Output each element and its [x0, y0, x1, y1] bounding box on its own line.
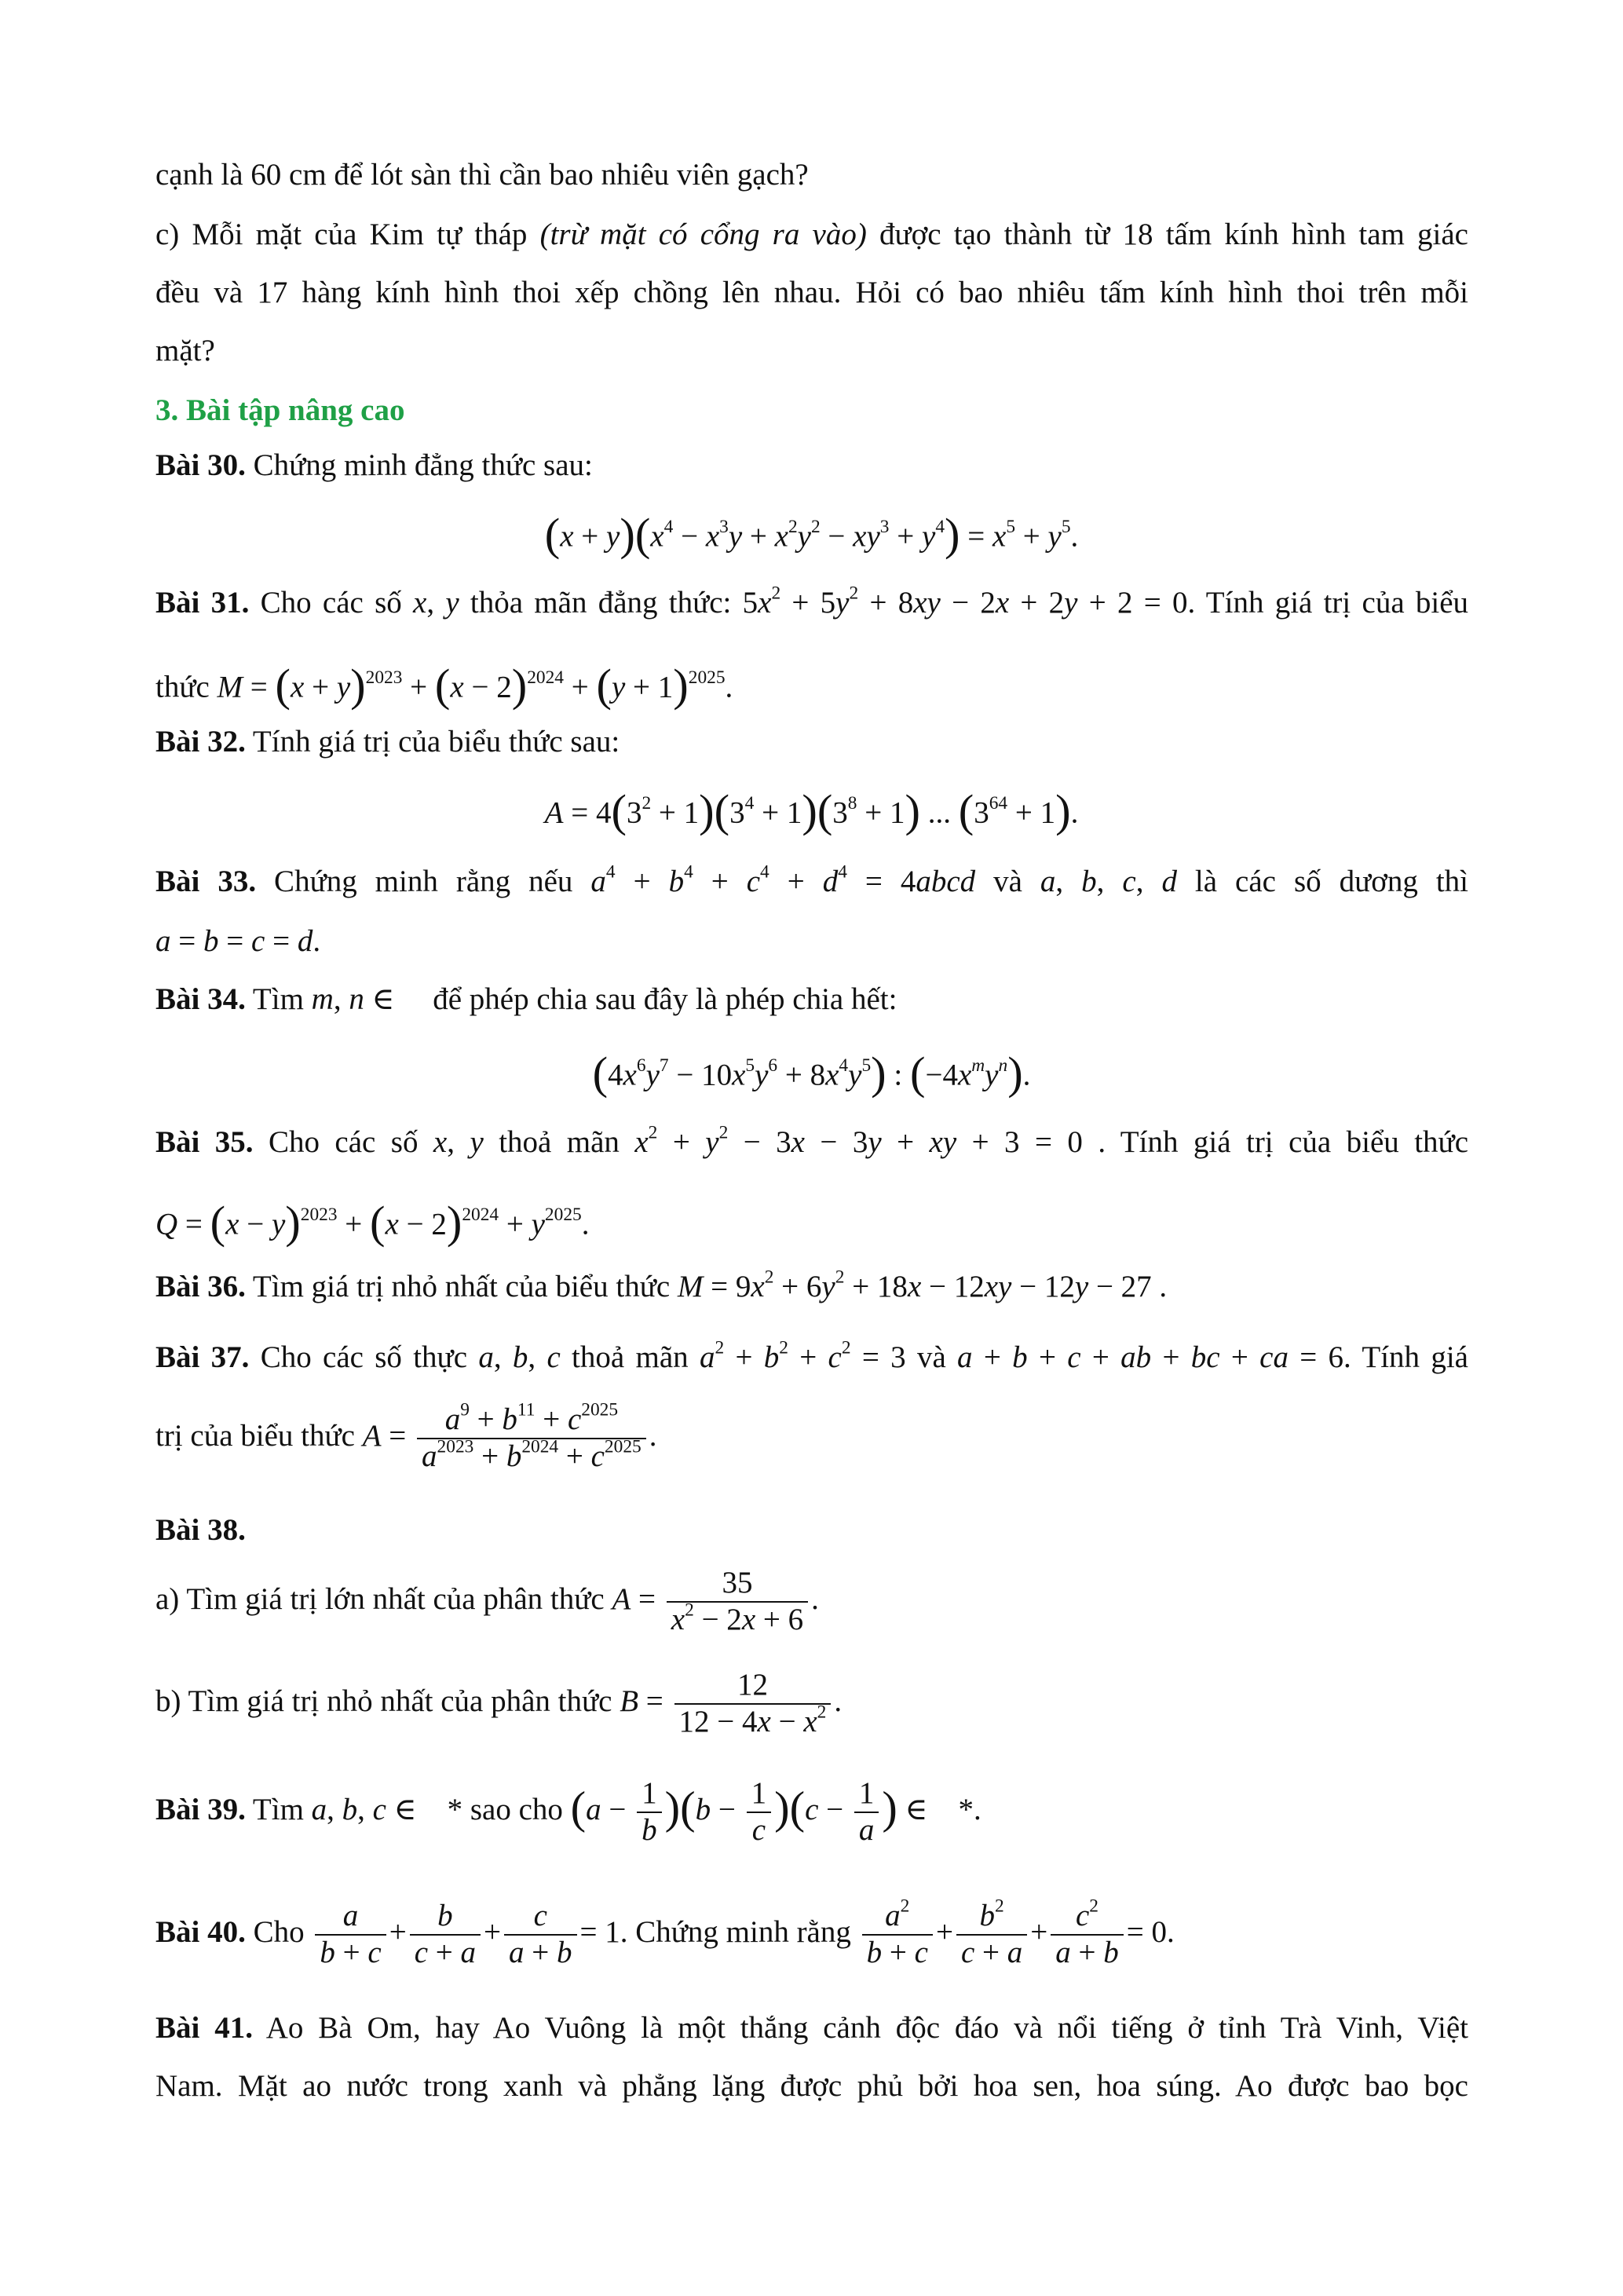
text-line: cạnh là 60 cm để lót sàn thì cần bao nhiêu viên gạch?	[155, 158, 809, 192]
exercise-35: Bài 35. Cho các số x, y thoả mãn $x^2 + y^2 - 3x - 3y$ + xy + 3 = 0 . Tính giá trị của biểu thức	[155, 1122, 1469, 1159]
exercise-41-cont: Nam. Mặt ao nước trong xanh và phẳng lặng được phủ bởi hoa sen, hoa súng. Ao được bao bọc	[155, 2069, 1468, 2103]
exercise-33: Bài 33. Chứng minh rằng nếu $a^4 + b^4 + c^4 + d^4$ = 4abcd và a, b, c, d là các số dương thì	[155, 861, 1469, 898]
exercise-38b: b) Tìm giá trị nhỏ nhất của phân thức B = $\frac{12}{12 - 4x - x^2}$ .	[155, 1668, 843, 1738]
exercise-40: Bài 40. Cho $\frac{a}{b + c}$ + $\frac{b}{c + a}$ + $\frac{c}{a + b}$ = 1. Chứng minh rằng $\frac{a^2}{b + c}$ + $\frac{b^2}{c + a}$ + $\frac{c^2}{a + b}$ = 0.	[155, 1896, 1175, 1969]
exercise-38: Bài 38.	[155, 1513, 246, 1547]
exercise-33-cont: a = b = c = d.	[155, 924, 321, 958]
exercise-32-formula: $A = 4(3^2 + 1)(3^4 + 1)(3^8 + 1)$ ... $(3^{64} + 1)$.	[544, 785, 1079, 836]
exercise-38a: a) Tìm giá trị lớn nhất của phân thức A = $\frac{35}{x^2 - 2x + 6}$ .	[155, 1566, 819, 1636]
text-line: c) Mỗi mặt của Kim tự tháp (trừ mặt có cổng ra vào) được tạo thành từ 18 tấm kính hình tam giác	[155, 218, 1468, 251]
exercise-30: Bài 30. Chứng minh đẳng thức sau:	[155, 448, 593, 482]
exercise-37-cont: trị của biểu thức A = $\frac{a^9 + b^{11} + c^{2025}}{a^{2023} + b^{2024} + c^{2025}}$ .	[155, 1399, 657, 1473]
exercise-39: Bài 39. Tìm a, b, c ∈ * sao cho (a − $\frac{1}{b}$ )(b − $\frac{1}{c}$ )(c − $\frac{1}{a}$ ) ∈ *.	[155, 1776, 981, 1847]
section-heading: 3. Bài tập nâng cao	[155, 393, 405, 427]
exercise-35-cont: $Q = (x - y)^{2023} + (x - 2)^{2024} + y^{2025}$.	[155, 1197, 590, 1248]
exercise-31-cont: thức $M = (x + y)^{2023} + (x - 2)^{2024} + (y + 1)^{2025}$.	[155, 660, 733, 711]
exercise-34: Bài 34. Tìm m, n ∈ để phép chia sau đây là phép chia hết:	[155, 982, 897, 1016]
text-line: đều và 17 hàng kính hình thoi xếp chồng lên nhau. Hỏi có bao nhiêu tấm kính hình thoi trên mỗi	[155, 276, 1468, 309]
exercise-36: Bài 36. Tìm giá trị nhỏ nhất của biểu thức $M = 9x^2 + 6y^2 + 18x - 12xy - 12y - 27$ .	[155, 1267, 1168, 1303]
exercise-34-formula: $(4x^6y^7 - 10x^5y^6 + 8x^4y^5)$ : $(-4x^my^n)$.	[592, 1047, 1031, 1099]
exercise-41: Bài 41. Ao Bà Om, hay Ao Vuông là một thắng cảnh độc đáo và nổi tiếng ở tỉnh Trà Vinh, Việt	[155, 2011, 1468, 2045]
exercise-30-formula: $(x + y)(x^4 - x^3y + x^2y^2 - xy^3 + y^4) = x^5 + y^5$.	[544, 509, 1079, 560]
text-line: mặt?	[155, 334, 215, 367]
exercise-31: Bài 31. Cho các số x, y thỏa mãn đẳng thức: $5x^2 + 5y^2 + 8xy - 2x + 2y + 2 = 0$. Tính giá trị của biểu	[155, 583, 1469, 620]
exercise-37: Bài 37. Cho các số thực a, b, c thoả mãn $a^2 + b^2 + c^2 = 3$ và a + b + c + ab + bc + ca = 6. Tính giá	[155, 1337, 1468, 1374]
exercise-32: Bài 32. Tính giá trị của biểu thức sau:	[155, 725, 620, 759]
